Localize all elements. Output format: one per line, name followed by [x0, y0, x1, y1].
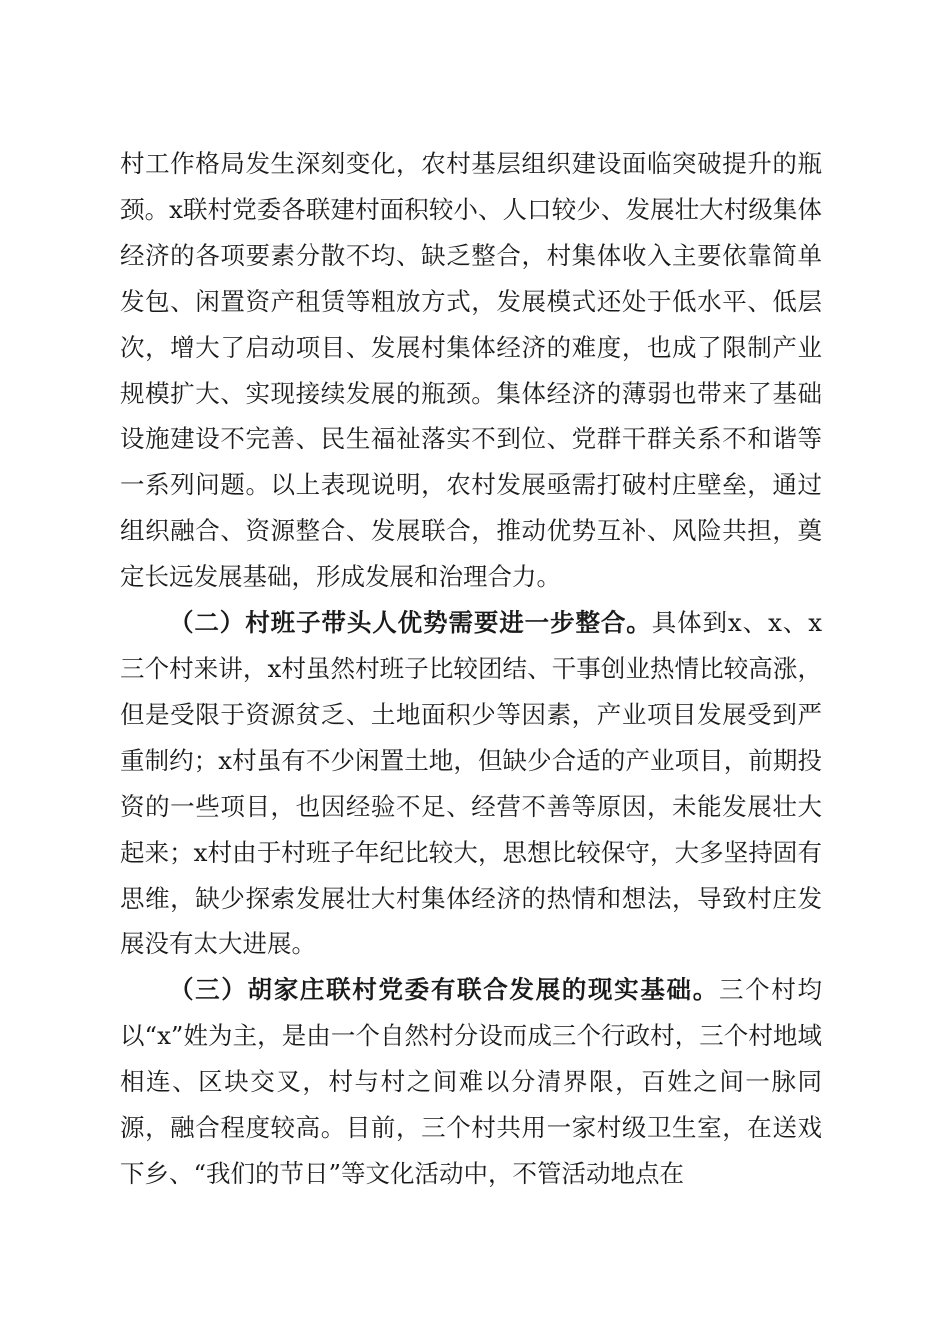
paragraph-section-2 [120, 600, 822, 967]
paragraph-section-3 [120, 967, 822, 1197]
section-heading-2: （二）村班子带头人优势需要进一步整合。 [169, 608, 652, 638]
document-page [120, 141, 822, 1197]
paragraph-text: 村工作格局发生深刻变化，农村基层组织建设面临突破提升的瓶颈。x联村党委各联建村面积较小、人口较少、发展壮大村级集体经济的各项要素分散不均、缺乏整合，村集体收入主要依靠简单发包、闲置资产租赁等粗放方式，发展模式还处于低水平、低层次，增大了启动项目、发展村集体经济的难度，也成了限制产业规模扩大、实现接续发展的瓶颈。集体经济的薄弱也带来了基础设施建设不完善、民生福祉落实不到位、党群干群关系不和谐等一系列问题。以上表现说明，农村发展亟需打破村庄壁垒，通过组织融合、资源整合、发展联合，推动优势互补、风险共担，奠定长远发展基础，形成发展和治理合力。 [120, 149, 822, 592]
paragraph-text: 具体到x、x、x三个村来讲，x村虽然村班子比较团结、干事创业热情比较高涨，但是受限于资源贫乏、土地面积少等因素，产业项目发展受到严重制约；x村虽有不少闲置土地，但缺少合适的产业项目，前期投资的一些项目，也因经验不足、经营不善等原因，未能发展壮大起来；x村由于村班子年纪比较大，思想比较保守，大多坚持固有思维，缺少探索发展壮大村集体经济的热情和想法，导致村庄发展没有太大进展。 [120, 608, 823, 959]
section-heading-3: （三）胡家庄联村党委有联合发展的现实基础。 [169, 975, 719, 1005]
paragraph-continuation [120, 141, 822, 600]
paragraph-text: 三个村均以“x”姓为主，是由一个自然村分设而成三个行政村，三个村地域相连、区块交叉，村与村之间难以分清界限，百姓之间一脉同源，融合程度较高。目前，三个村共用一家村级卫生室，在送戏下乡、“我们的节日”等文化活动中，不管活动地点在 [120, 975, 822, 1188]
